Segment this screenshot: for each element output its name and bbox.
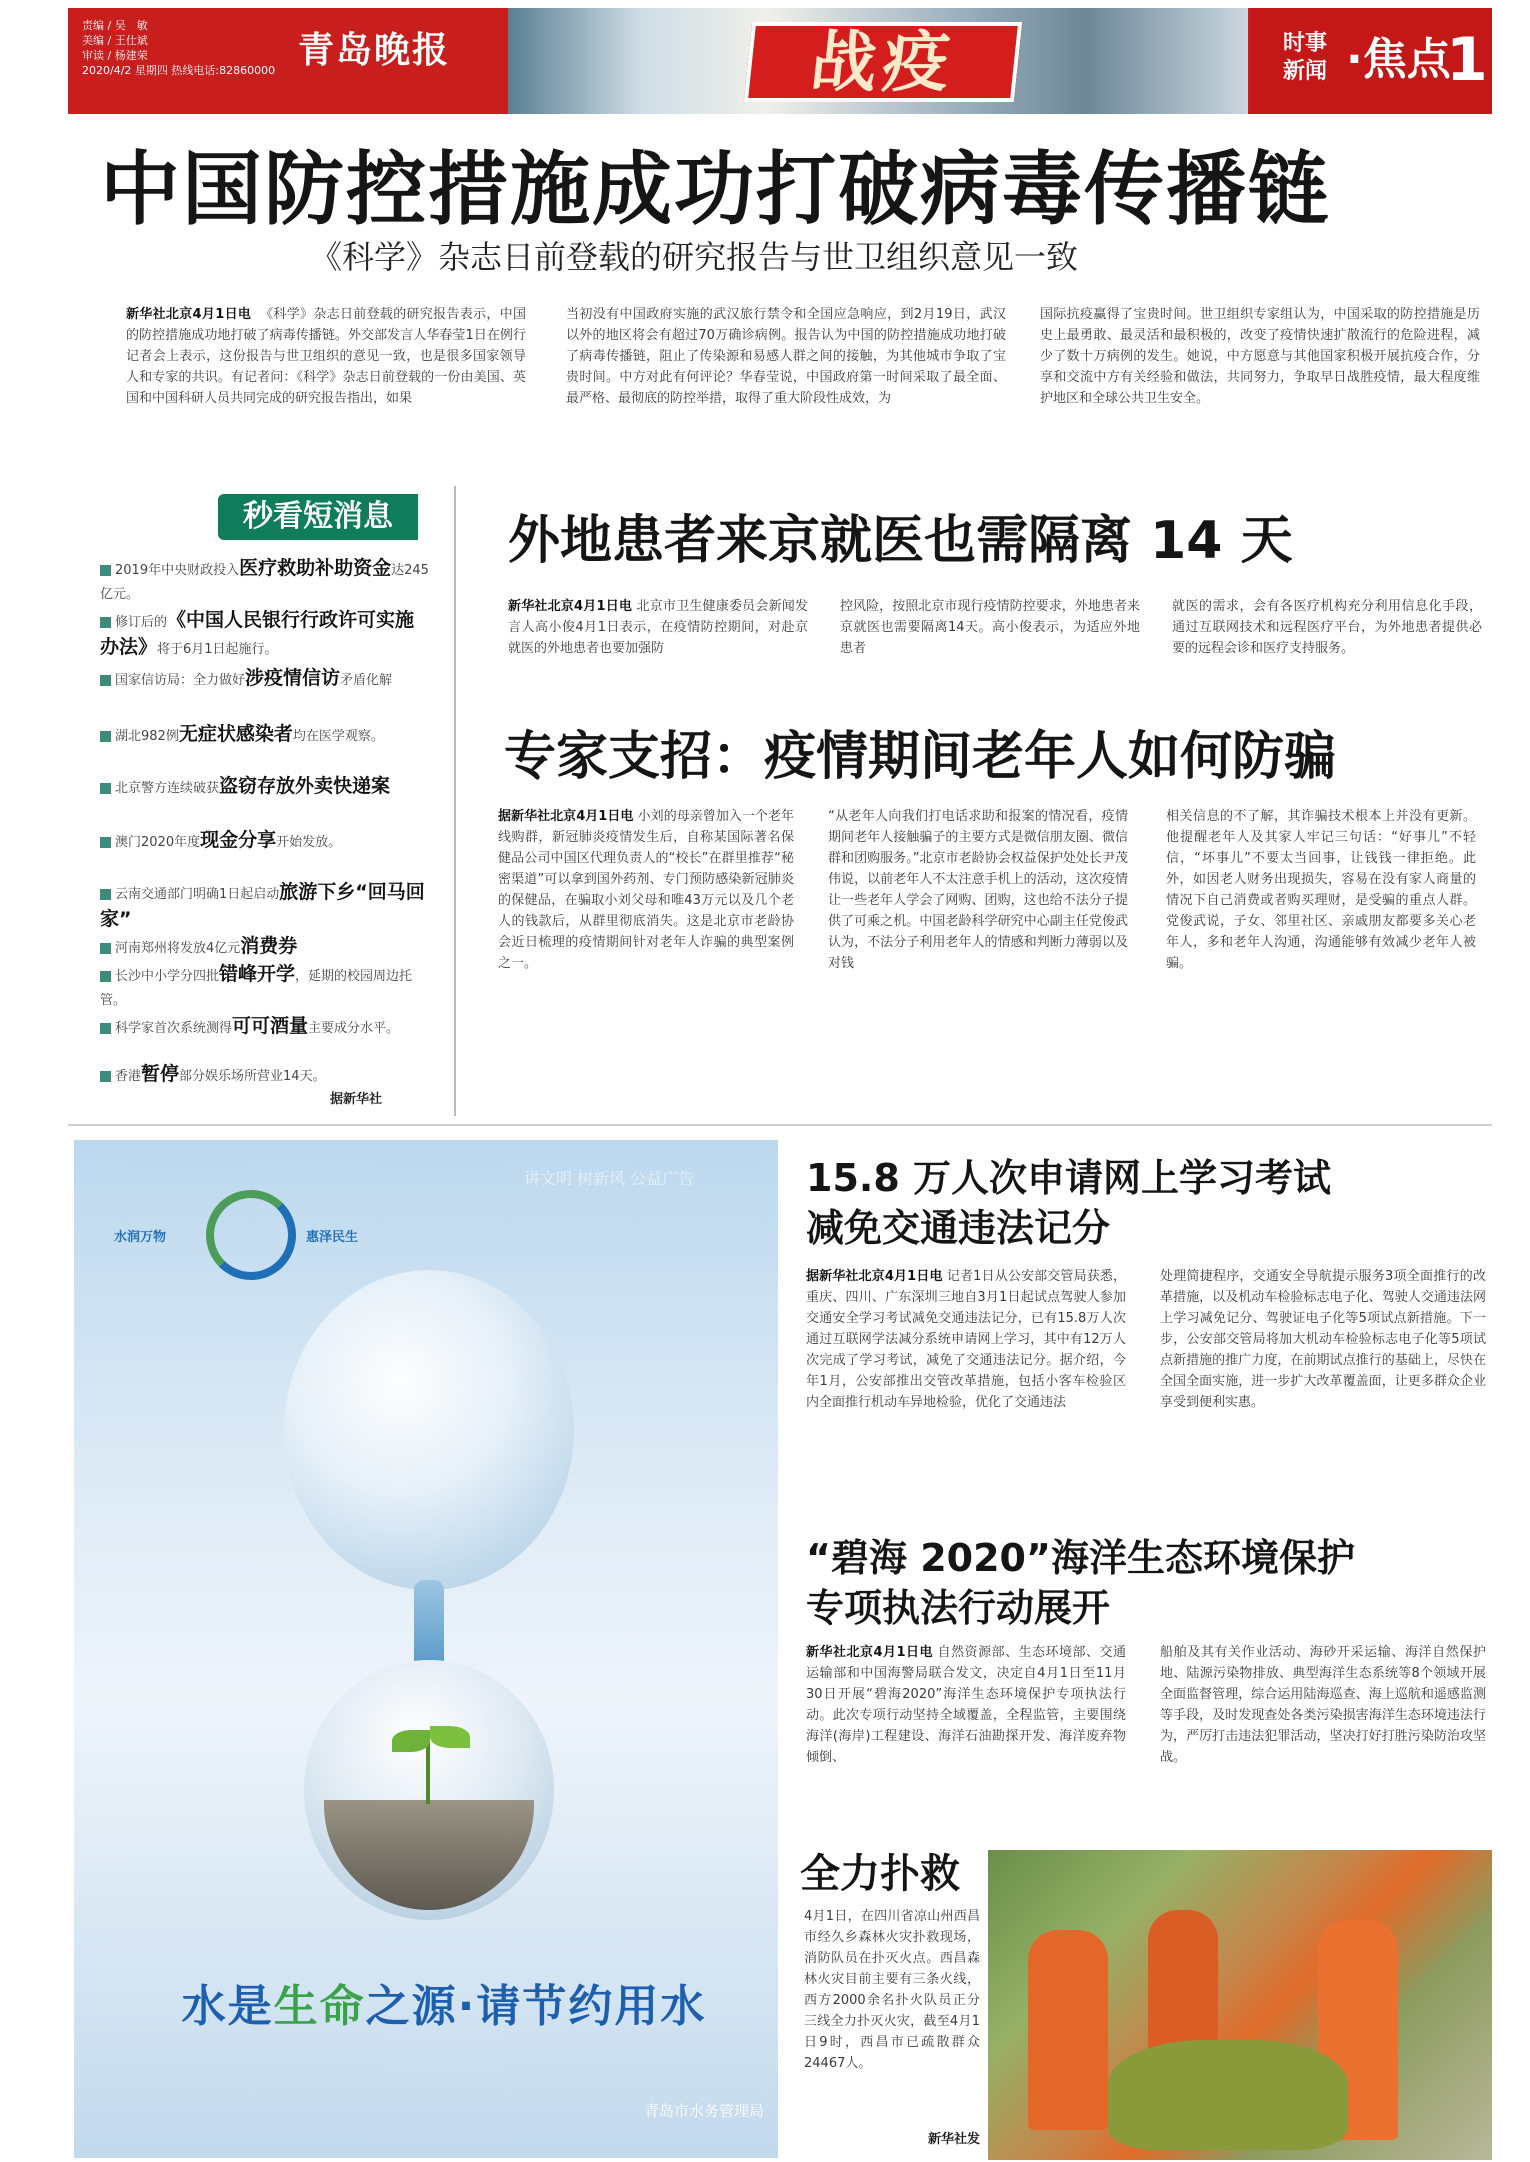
story6-headline: 全力扑救	[800, 1851, 960, 1897]
ad-organization: 青岛市水务管理局	[643, 2102, 764, 2120]
section-label	[1250, 8, 1530, 114]
story4-dateline: 据新华社北京4月1日电	[806, 1269, 943, 1284]
page-number: 11	[1446, 25, 1530, 95]
story3-column-1	[498, 806, 794, 1092]
lead-column-2: 当初没有中国政府实施的武汉旅行禁令和全国应急响应，到2月19日，武汉以外的地区将会有超过70万确诊病例。报告认为中国的防控措施成功地打破了病毒传播链，阻止了传染源和易感人群之间的接触，为其他城市争取了宝贵时间。中方对此有何评论？华春莹说，中国政府第一时间采取了最全面、最严格、最彻底的防控举措，取得了重大阶段性成效，为	[566, 307, 1006, 406]
brief-item: 修订后的《中国人民银行行政许可实施办法》将于6月1日起施行。	[100, 609, 415, 658]
briefs-source: 据新华社	[330, 1092, 383, 1107]
section-name: ·焦点	[1346, 34, 1451, 85]
firefighters-photo	[988, 1850, 1492, 2160]
meta-line: 责编 / 吴 敏	[82, 19, 148, 32]
lead-column-3: 国际抗疫赢得了宝贵时间。世卫组织专家组认为，中国采取的防控措施是历史上最勇敢、最灵活和最积极的，改变了疫情快速扩散流行的危险进程，减少了数十万病例的发生。她说，中方愿意与其他国家积极开展抗疫合作，分享和交流中方有关经验和做法，共同努力，争取早日战胜疫情，最大程度维护地区和全球公共卫生安全。	[1040, 307, 1480, 406]
story4-text: 记者1日从公安部交管局获悉，重庆、四川、广东深圳三地自3月1日起试点驾驶人参加交通安全学习考试减免交通违法记分，已有15.8万人次通过互联网学法减分系统申请网上学习，其中有12万人次完成了学习考试，减免了交通违法记分。据介绍，今年1月，公安部推出交管改革措施，包括小客车检验区内全面推行机动车异地检验，优化了交通违法	[806, 1269, 1126, 1410]
brief-item: 香港暂停部分娱乐场所营业14天。	[100, 1062, 430, 1089]
story2-dateline: 新华社北京4月1日电	[508, 599, 633, 614]
story5-text: 自然资源部、生态环境部、交通运输部和中国海警局联合发文，决定自4月1日至11月30日开展“碧海2020”海洋生态环境保护专项执法行动。此次专项行动坚持全域覆盖，全程监管，主要围绕海洋(海岸)工程建设、海洋石油勘探开发、海洋废弃物倾倒、	[806, 1645, 1126, 1765]
story5-dateline: 新华社北京4月1日电	[806, 1645, 933, 1660]
firefighter-figure	[1028, 1930, 1108, 2130]
section-divider	[68, 1124, 1492, 1126]
story4-column-1	[806, 1266, 1126, 1524]
story3-column-2: “从老年人向我们打电话求助和报案的情况看，疫情期间老年人接触骗子的主要方式是微信朋友圈、微信群和团购服务。”北京市老龄协会权益保护处处长尹茂伟说，以前老年人不太注意手机上的活动，这次疫情让一些老年人学会了网购、团购，这也给不法分子提供了可乘之机。中国老龄科学研究中心副主任党俊武认为，不法分子利用老年人的情感和判断力薄弱以及对钱	[828, 809, 1128, 971]
brief-item: 云南交通部门明确1日起启动旅游下乡“回马回家”	[100, 881, 425, 930]
brief-item: 2019年中央财政投入医疗救助补助资金达245亿元。	[100, 557, 429, 602]
lead-dateline: 新华社北京4月1日电	[126, 307, 252, 322]
section-line1: 时事	[1282, 31, 1327, 56]
story3-text: 小刘的母亲曾加入一个老年线购群，新冠肺炎疫情发生后，自称某国际著名保健品公司中国区代理负责人的“校长”在群里推荐“秘密渠道”可以拿到国外药剂、专门预防感染新冠肺炎的保健品，在骗取小刘父母和唯43万元以及几个老人的钱款后，从群里彻底消失。这是北京市老龄协会近日梳理的疫情期间针对老年人诈骗的典型案例之一。	[498, 809, 794, 971]
story5-headline-line1: “碧海 2020”海洋生态环境保护	[806, 1536, 1355, 1580]
brief-item: 澳门2020年度现金分享开始发放。	[100, 828, 430, 855]
section-line	[1270, 30, 1340, 86]
story3-dateline: 据新华社北京4月1日电	[498, 809, 634, 824]
story3-headline: 专家支招：疫情期间老年人如何防骗	[504, 727, 1337, 787]
story6-credit: 新华社发	[927, 2132, 980, 2147]
brief-item: 国家信访局：全力做好涉疫情信访矛盾化解	[100, 666, 430, 693]
story5-column-1	[806, 1642, 1126, 1832]
ad-tag: 讲文明 树新风 公益广告	[524, 1169, 695, 1188]
brief-item: 河南郑州将发放4亿元消费券	[100, 934, 430, 961]
meta-line: 2020/4/2 星期四 热线电话:82860000	[82, 64, 276, 77]
hourglass-top	[284, 1270, 574, 1590]
lead-column-1	[126, 304, 526, 476]
section-line2: 新闻	[1282, 59, 1327, 84]
paper-logo: 青岛晚报	[298, 29, 451, 71]
story4-headline-line2: 减免交通违法记分	[806, 1206, 1111, 1250]
brief-item: 湖北982例无症状感染者均在医学观察。	[100, 722, 430, 749]
story3-column-3: 相关信息的不了解，其诈骗技术根本上并没有更新。他提醒老年人及其家人牢记三句话：“好事儿”不轻信，“坏事儿”不要太当回事，让钱钱一律拒绝。此外，如因老人财务出现损失，容易在没有家人商量的情况下自己消费或者购买理财，是受骗的重点人群。党俊武说，子女、邻里社区、亲戚朋友都要多关心老年人，多和老年人沟通，沟通能够有效减少老年人被骗。	[1166, 809, 1476, 971]
leaf-icon	[430, 1726, 470, 1748]
masthead-banner	[68, 8, 1530, 114]
leaf-icon	[392, 1730, 430, 1752]
ad-logo-right-text: 惠泽民生	[306, 1230, 359, 1245]
story6-body: 4月1日，在四川省凉山州西昌市经久乡森林火灾扑救现场，消防队员在扑灭火点。西昌森林火灾目前主要有三条火线，西方2000余名扑火队员正分三线全力扑灭火灾，截至4月1日9时，西昌市已疏散群众24467人。	[804, 1909, 980, 2071]
ad-slogan: 水是生命之源·请节约用水	[181, 1981, 707, 2032]
sprout-icon	[426, 1740, 430, 1804]
briefs-title: 秒看短消息	[218, 494, 418, 540]
lead-subhead: 《科学》杂志日前登载的研究报告与世卫组织意见一致	[310, 238, 1079, 276]
masthead-meta	[82, 18, 276, 78]
story5-column-2: 船舶及其有关作业活动、海砂开采运输、海洋自然保护地、陆源污染物排放、典型海洋生态系统等8个领域开展全面监督管理，综合运用陆海巡查、海上巡航和遥感监测等手段，及时发现查处各类污染损害海洋生态环境违法行为，严厉打击违法犯罪活动，坚决打好打胜污染防治攻坚战。	[1160, 1645, 1486, 1765]
story2-column-1	[508, 596, 808, 704]
water-logo-icon	[206, 1190, 296, 1280]
brief-item: 长沙中小学分四批错峰开学，延期的校园周边托管。	[100, 963, 413, 1008]
story2-text: 北京市卫生健康委员会新闻发言人高小俊4月1日表示，在疫情防控期间，对赴京就医的外地患者也要加强防	[508, 599, 808, 656]
story2-column-3: 就医的需求，会有各医疗机构充分利用信息化手段，通过互联网技术和远程医疗平台，为外地患者提供必要的远程会诊和医疗支持服务。	[1172, 599, 1482, 656]
water-bag	[1108, 2040, 1348, 2150]
story5-headline-line2: 专项执法行动展开	[806, 1586, 1111, 1630]
ad-logo-left-text: 水润万物	[114, 1230, 167, 1245]
story4-headline-line1: 15.8 万人次申请网上学习考试	[806, 1156, 1331, 1200]
story2-headline: 外地患者来京就医也需隔离 14 天	[508, 511, 1293, 571]
story4-column-2: 处理简捷程序，交通安全导航提示服务3项全面推行的改革措施，以及机动车检验标志电子化、驾驶人交通违法网上学习减免记分、驾驶证电子化等5项试点新措施。下一步，公安部交管局将加大机动车检验标志电子化等5项试点新措施的推广力度，在前期试点推行的基础上，尽快在全国全面实施，进一步扩大改革覆盖面，让更多群众企业享受到便利实惠。	[1160, 1269, 1486, 1410]
story2-column-2: 控风险，按照北京市现行疫情防控要求，外地患者来京就医也需要隔离14天。高小俊表示，为适应外地患者	[840, 599, 1140, 656]
water-ad	[74, 1140, 778, 2158]
brief-item: 科学家首次系统测得可可酒量主要成分水平。	[100, 1014, 430, 1041]
brief-item: 北京警方连续破获盗窃存放外卖快递案	[100, 774, 430, 801]
lead-text: 《科学》杂志日前登载的研究报告表示，中国的防控措施成功地打破了病毒传播链。外交部发言人华春莹1日在例行记者会上表示，这份报告与世卫组织的意见一致，也是很多国家领导人和专家的共识。有记者问：《科学》杂志日前登载的一份由美国、英国和中国科研人员共同完成的研究报告指出，如果	[126, 307, 526, 406]
banner-title: 战疫	[744, 22, 1022, 102]
meta-line: 美编 / 王仕斌	[82, 34, 148, 47]
meta-line: 审读 / 杨建荣	[82, 49, 148, 62]
lead-headline: 中国防控措施成功打破病毒传播链	[100, 143, 1330, 236]
